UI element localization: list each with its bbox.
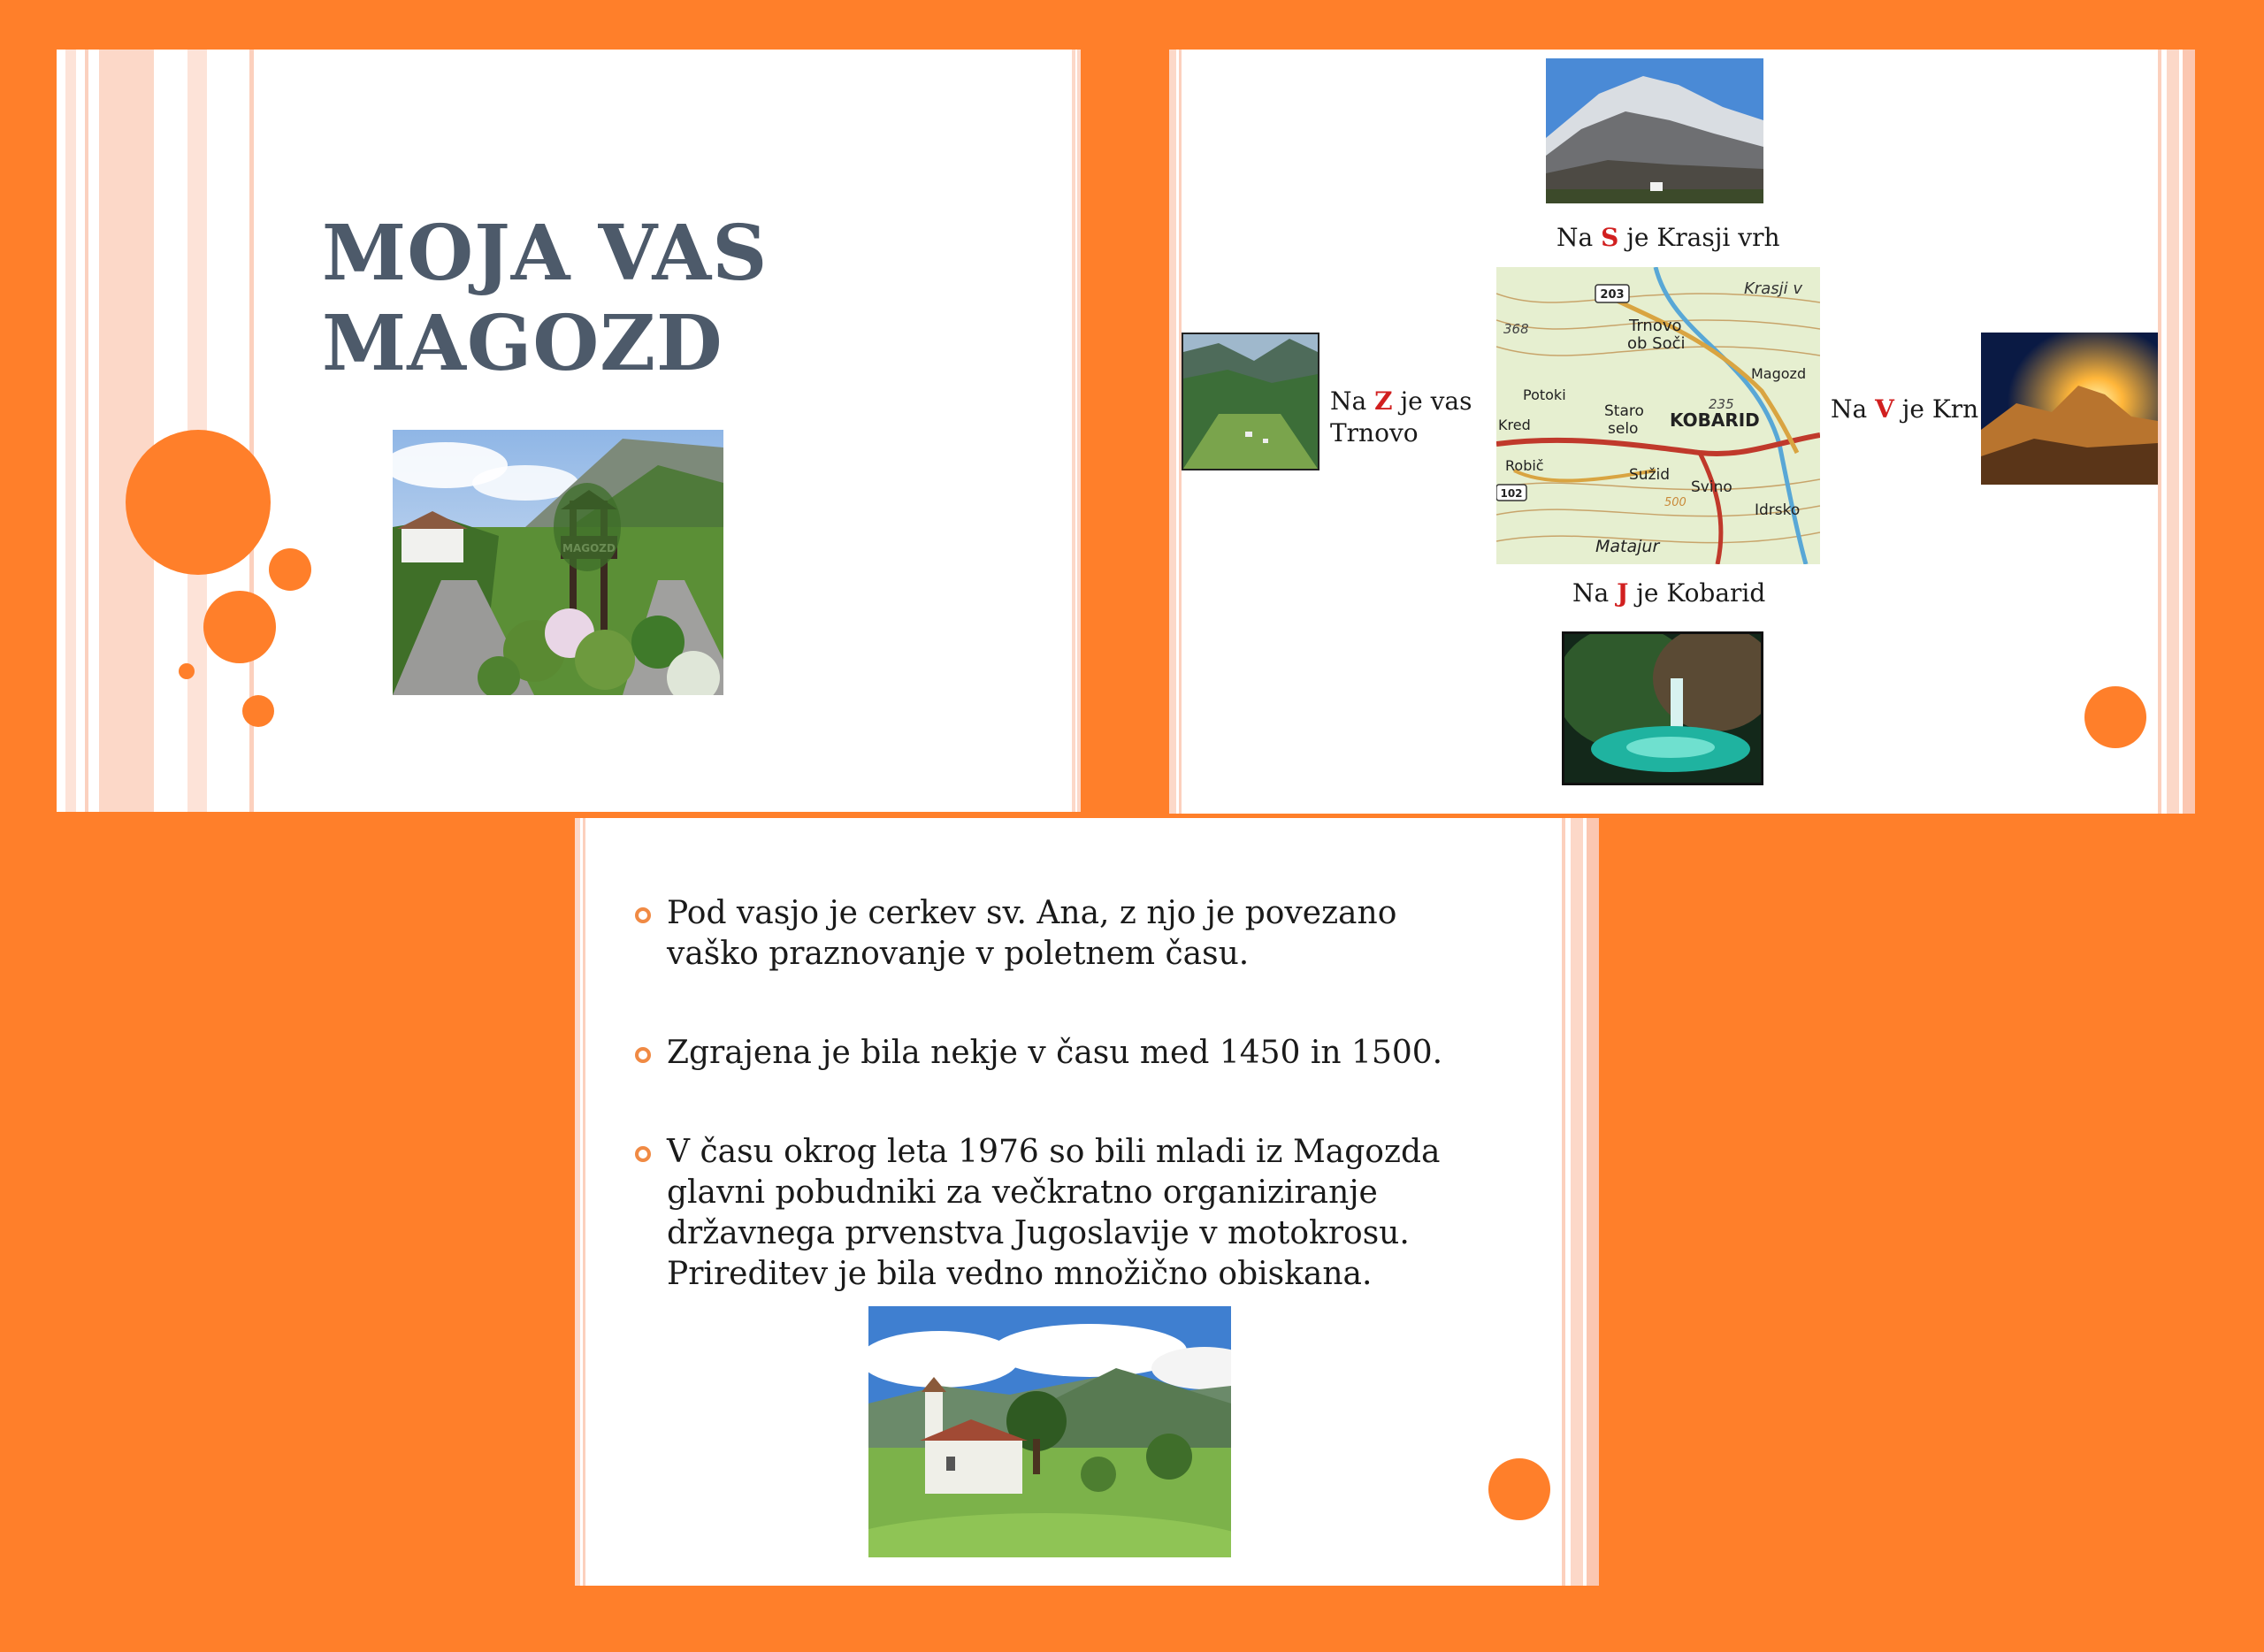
decorative-edge [1072,50,1081,812]
decorative-circle-large [126,430,271,575]
map-label: KOBARID [1670,409,1760,431]
slide-church [575,818,1599,1586]
title-line: MAGOZD [322,299,723,388]
church-photo [868,1306,1231,1557]
map-label: Krasji v [1744,279,1802,298]
map-label: 102 [1500,487,1523,500]
caption-prefix: Na [1330,386,1375,416]
trnovo-photo [1182,333,1319,470]
map-label: 235 [1709,396,1734,412]
bullet-marker-icon [635,1047,651,1063]
mountain-snow-illustration [1546,58,1763,203]
slide-title-text [322,209,941,389]
valley-illustration [1183,334,1318,469]
map-label: Kred [1498,417,1531,433]
north-caption [1556,223,1780,253]
map-label: Sužid [1629,466,1671,484]
decorative-edge [575,818,587,1586]
direction-letter-south: J [1617,578,1629,608]
bullet-item [635,1132,1502,1295]
bullet-marker-icon [635,1146,651,1162]
map-label: 500 [1664,496,1687,509]
topographic-map [1496,267,1820,564]
slide-title [57,50,1081,812]
church-landscape-illustration [868,1306,1231,1557]
caption-suffix: je Kobarid [1628,578,1766,608]
decorative-circle [2084,686,2146,748]
decorative-circle [1488,1458,1550,1520]
bullet-line: Prireditev je bila vedno množično obiskana. [667,1256,1373,1292]
decorative-circle [242,695,274,727]
kobarid-waterfall-photo [1562,631,1763,785]
bullet-line: V času okrog leta 1976 so bili mladi iz Magozda [667,1134,1441,1170]
caption-prefix: Na [1831,394,1876,424]
slide-surroundings [1169,50,2195,814]
caption-line2: Trnovo [1330,418,1419,447]
caption-prefix: Na [1556,223,1602,252]
decorative-circle [269,548,311,591]
caption-suffix: je vas [1392,386,1472,416]
decorative-circle [179,663,195,679]
village-road-illustration [393,430,723,695]
area-map [1496,267,1820,564]
bullet-item [635,893,1502,975]
bullet-line: Zgrajena je bila nekje v času med 1450 in 1500. [667,1035,1443,1071]
direction-letter-north: S [1601,223,1619,252]
south-caption [1572,578,1765,608]
bullet-line: glavni pobudniki za večkratno organiziranje [667,1174,1378,1211]
map-label: Svino [1691,478,1732,496]
bullet-list [635,893,1502,1353]
krn-photo [1981,333,2158,485]
sunset-mountain-illustration [1981,333,2158,485]
title-line: MOJA VAS [322,209,769,298]
map-label: Matajur [1595,537,1660,556]
map-label: Trnovo [1629,317,1682,335]
map-label: Idrsko [1755,501,1801,519]
map-label: Robič [1505,457,1544,474]
bullet-item [635,1033,1502,1074]
krasji-vrh-photo [1546,58,1763,203]
map-label: ob Soči [1627,334,1686,353]
bullet-marker-icon [635,907,651,923]
decorative-stripes [57,50,256,812]
caption-suffix: je Krasji vrh [1618,223,1780,252]
bullet-line: vaško praznovanje v poletnem času. [667,936,1250,972]
caption-suffix: je Krn [1893,394,1979,424]
direction-letter-west: Z [1374,386,1393,416]
decorative-edge [1555,818,1599,1586]
waterfall-illustration [1564,634,1761,783]
map-label: Staro [1604,402,1644,420]
caption-prefix: Na [1572,578,1618,608]
decorative-circle [203,591,276,663]
bullet-line: državnega prvenstva Jugoslavije v motokrosu. [667,1215,1410,1251]
map-label: Potoki [1523,386,1566,403]
bullet-line: Pod vasjo je cerkev sv. Ana, z njo je povezano [667,895,1397,931]
east-caption [1831,394,1978,424]
west-caption [1330,386,1472,449]
map-label: Magozd [1751,365,1807,382]
village-road-photo [393,430,723,695]
map-label: selo [1608,420,1639,438]
direction-letter-east: V [1875,394,1894,424]
map-label: 368 [1503,321,1529,337]
map-label: 203 [1600,288,1625,302]
